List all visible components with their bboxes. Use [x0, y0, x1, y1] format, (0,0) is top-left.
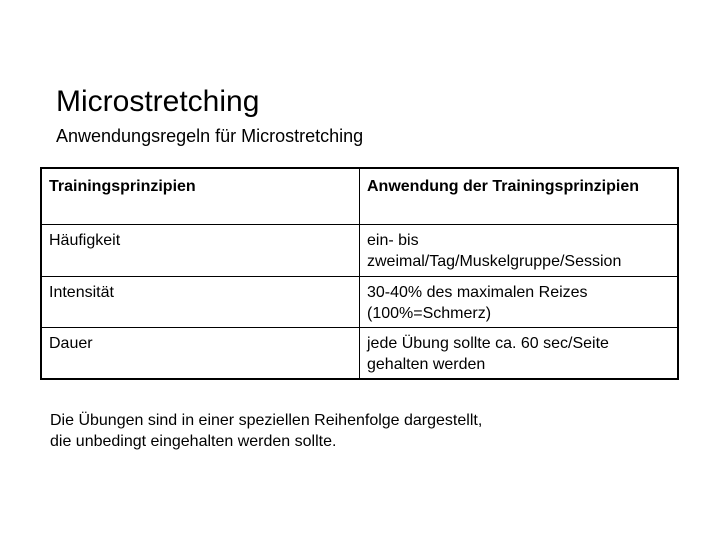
cell-application-line: zweimal/Tag/Muskelgruppe/Session — [367, 252, 622, 270]
table-header-row — [41, 168, 678, 224]
table-row — [41, 276, 678, 327]
table-row — [41, 224, 678, 276]
header-trainingsprinzipien: Trainingsprinzipien — [41, 168, 360, 224]
cell-application-line: gehalten werden — [367, 355, 486, 373]
cell-application — [360, 276, 679, 327]
footnote-line: die unbedingt eingehalten werden sollte. — [50, 433, 337, 450]
header-anwendung: Anwendung der Trainingsprinzipien — [360, 168, 679, 224]
footnote-line: Die Übungen sind in einer speziellen Reihenfolge dargestellt, — [50, 412, 483, 429]
cell-application-line: 30-40% des maximalen Reizes — [367, 283, 588, 301]
cell-application-line: ein- bis — [367, 231, 419, 249]
cell-application — [360, 224, 679, 276]
slide-subtitle: Anwendungsregeln für Microstretching — [56, 126, 364, 146]
cell-principle: Intensität — [41, 276, 360, 327]
table-row — [41, 327, 678, 379]
cell-application-line: (100%=Schmerz) — [367, 304, 492, 322]
cell-principle: Häufigkeit — [41, 224, 360, 276]
cell-application — [360, 327, 679, 379]
footnote — [50, 410, 482, 452]
cell-principle: Dauer — [41, 327, 360, 379]
cell-application-line: jede Übung sollte ca. 60 sec/Seite — [367, 334, 609, 352]
rules-table — [40, 167, 679, 380]
slide-title: Microstretching — [56, 85, 260, 118]
